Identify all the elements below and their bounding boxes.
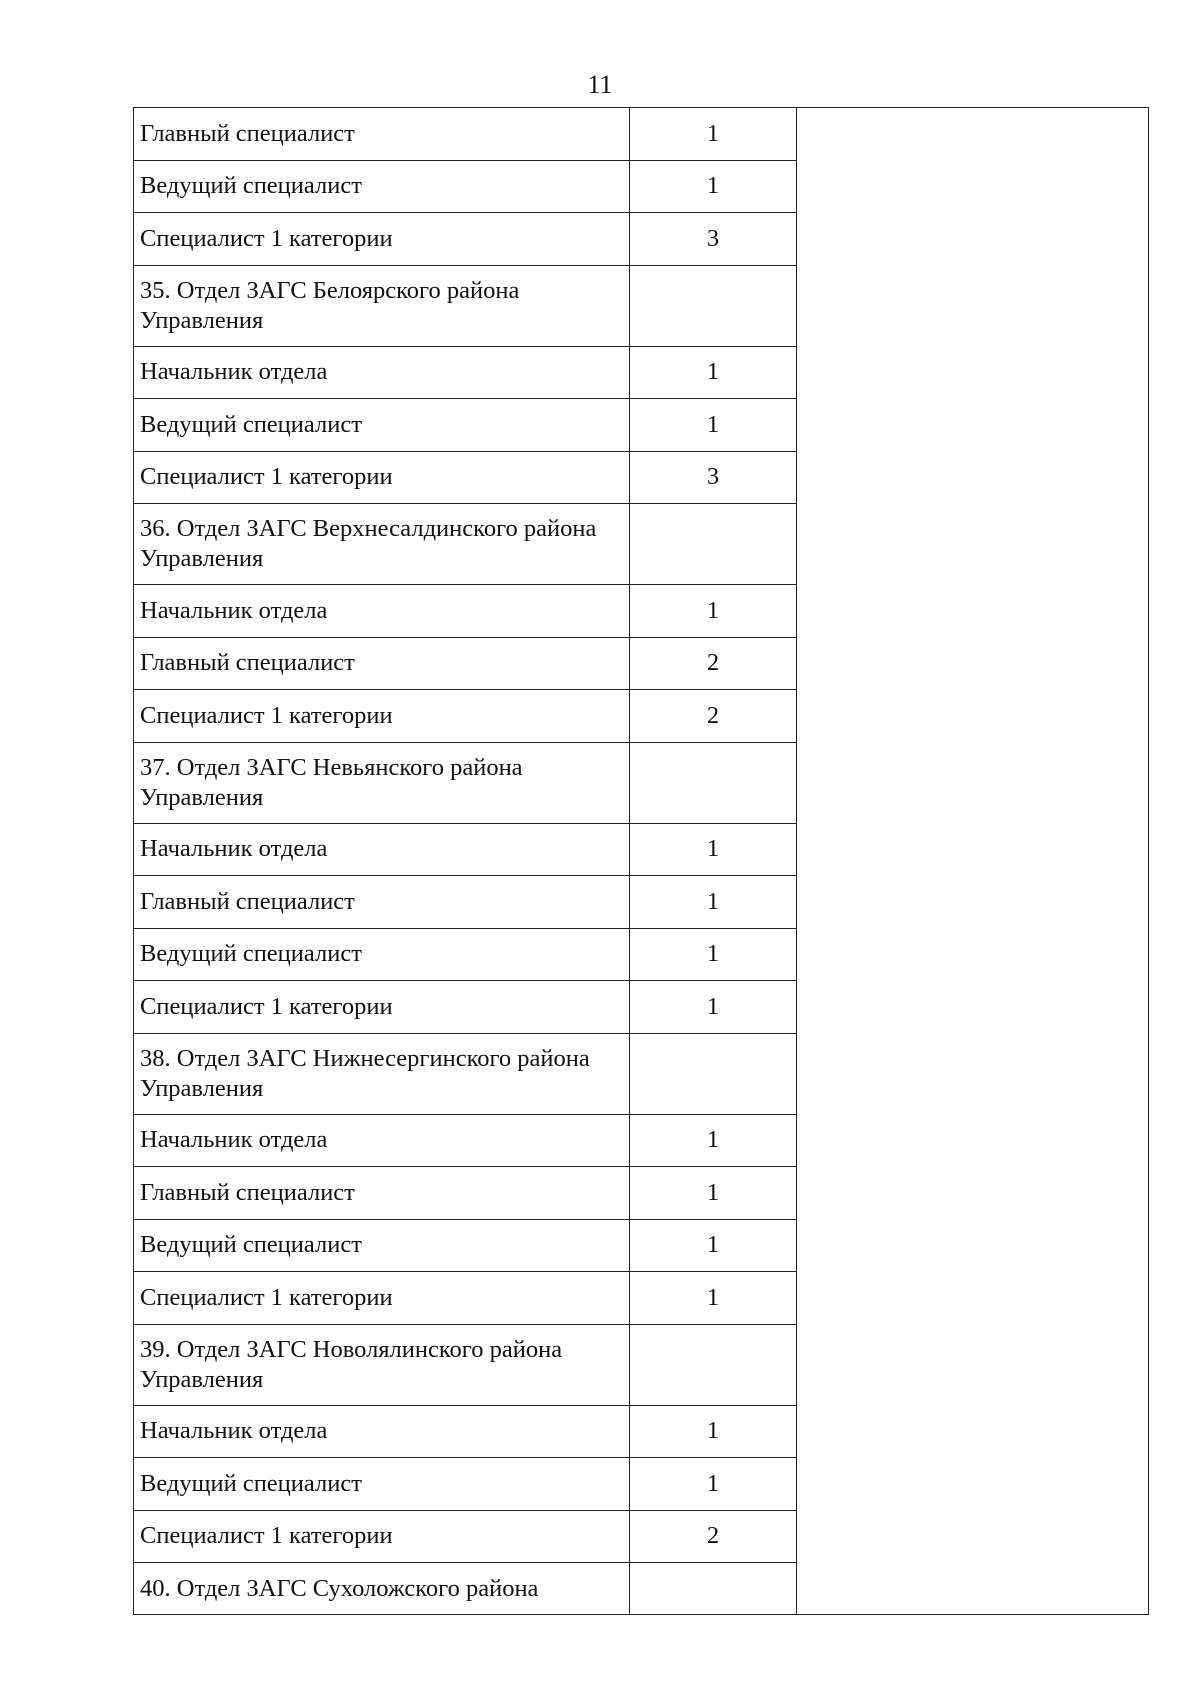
staff-count-cell: 1 [630,1458,797,1511]
staff-count-cell: 1 [630,1405,797,1458]
staff-count-cell: 3 [630,451,797,504]
department-name-cell: 40. Отдел ЗАГС Сухоложского района [134,1563,630,1615]
staff-count-cell: 2 [630,637,797,690]
position-name-cell: Специалист 1 категории [134,981,630,1034]
staff-count-cell: 3 [630,213,797,266]
staff-count-cell: 1 [630,346,797,399]
position-row [134,108,1149,161]
staff-count-cell [630,1563,797,1615]
position-name-cell: Ведущий специалист [134,1458,630,1511]
staff-count-cell: 1 [630,1219,797,1272]
position-name-cell: Специалист 1 категории [134,1510,630,1563]
page-number: 11 [587,70,613,99]
position-name-cell: Главный специалист [134,1167,630,1220]
department-name-cell: 37. Отдел ЗАГС Невьянского района Управления [134,742,630,823]
position-name-cell: Специалист 1 категории [134,690,630,743]
staff-table [133,107,1149,1615]
staff-count-cell: 2 [630,690,797,743]
staff-count-cell: 1 [630,585,797,638]
position-name-cell: Начальник отдела [134,346,630,399]
position-name-cell: Ведущий специалист [134,1219,630,1272]
position-name-cell: Начальник отдела [134,823,630,876]
staff-count-cell [630,1324,797,1405]
staff-count-cell: 1 [630,108,797,161]
staff-count-cell: 1 [630,1114,797,1167]
staff-count-cell: 1 [630,1167,797,1220]
position-name-cell: Начальник отдела [134,1405,630,1458]
staff-count-cell [630,1033,797,1114]
staff-count-cell: 1 [630,823,797,876]
position-name-cell: Ведущий специалист [134,399,630,452]
position-name-cell: Начальник отдела [134,1114,630,1167]
department-name-cell: 36. Отдел ЗАГС Верхнесалдинского района Управления [134,504,630,585]
position-name-cell: Специалист 1 категории [134,1272,630,1325]
position-name-cell: Начальник отдела [134,585,630,638]
notes-column-cell [797,108,1149,1615]
position-name-cell: Главный специалист [134,108,630,161]
position-name-cell: Специалист 1 категории [134,451,630,504]
staff-count-cell: 1 [630,160,797,213]
department-name-cell: 35. Отдел ЗАГС Белоярского района Управления [134,265,630,346]
staff-count-cell: 1 [630,399,797,452]
staff-table-body [134,108,1149,1615]
staff-count-cell: 2 [630,1510,797,1563]
position-name-cell: Главный специалист [134,637,630,690]
position-name-cell: Главный специалист [134,876,630,929]
staff-count-cell [630,504,797,585]
staff-count-cell: 1 [630,928,797,981]
staff-count-cell [630,742,797,823]
position-name-cell: Ведущий специалист [134,928,630,981]
staff-count-cell: 1 [630,1272,797,1325]
department-name-cell: 39. Отдел ЗАГС Новолялинского района Управления [134,1324,630,1405]
staff-count-cell [630,265,797,346]
staff-count-cell: 1 [630,876,797,929]
department-name-cell: 38. Отдел ЗАГС Нижнесергинского района Управления [134,1033,630,1114]
position-name-cell: Специалист 1 категории [134,213,630,266]
staff-count-cell: 1 [630,981,797,1034]
position-name-cell: Ведущий специалист [134,160,630,213]
